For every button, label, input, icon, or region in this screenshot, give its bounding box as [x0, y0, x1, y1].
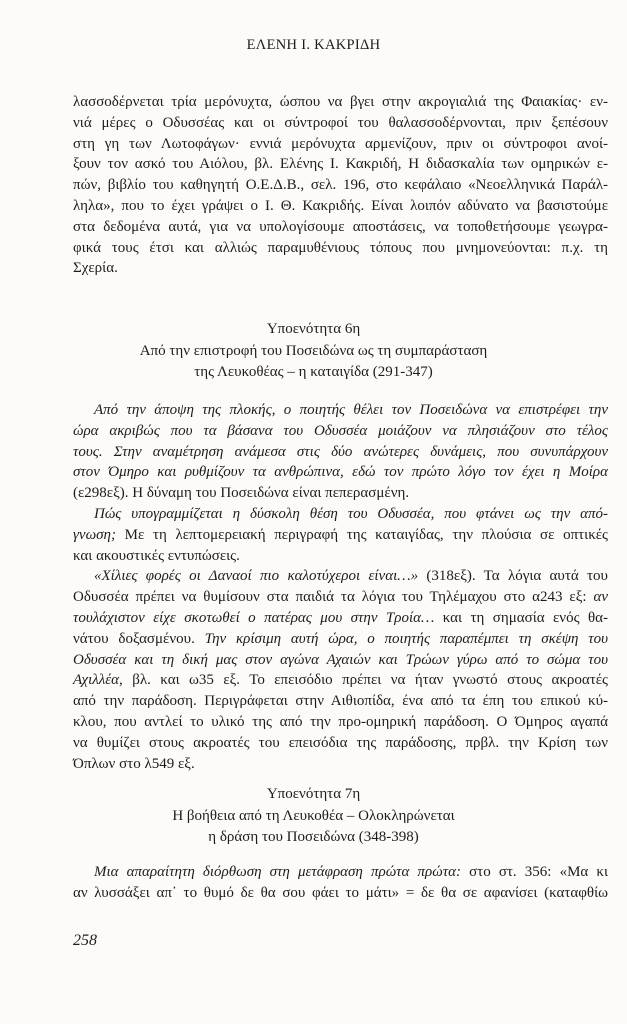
text-line [73, 462, 608, 483]
regular-text: (318εξ). Τα λόγια αυτά του [418, 568, 608, 585]
text-block [73, 400, 608, 774]
regular-text: ληλα», που το έχει γράψει ο Ι. Θ. Κακριδής. Είναι λοιπόν αδύνατο να βασιστούμε [73, 197, 608, 214]
text-line [73, 587, 608, 608]
page-number: 258 [73, 932, 97, 949]
text-line [73, 691, 608, 712]
italic-text: γνωση; [73, 526, 116, 543]
text-line [73, 217, 608, 238]
italic-text: Την κρίσιμη αυτή ώρα, ο ποιητής παραπέμπει τη σκέψη του [204, 630, 608, 647]
text-line [73, 154, 608, 175]
regular-text: νάτου δοξασμένου. [73, 630, 205, 647]
subsection-number: Υποενότητα 7η [266, 786, 361, 802]
italic-text: τους. Στην αναμέτρηση ανάμεσα στις δύο ανώτερες δυνάμεις, που συνυπάρχουν [73, 443, 608, 460]
subsection-title-line: της Λευκοθέας – η καταιγίδα (291-347) [194, 364, 433, 380]
text-line [73, 712, 608, 733]
text-line [73, 113, 608, 134]
italic-text: Οδυσσέα και τη δική μας στον αγώνα Αχαιών και Τρώων γύρω από το σώμα του [73, 651, 608, 668]
regular-text: κλου, που αντλεί το υλικό της από την προ-ομηρική παράδοση. Ο Όμηρος αγαπά [73, 713, 608, 730]
text-line [73, 504, 608, 525]
text-line [73, 258, 608, 279]
paragraph [73, 504, 608, 566]
text-line [73, 670, 608, 691]
regular-text: (ε298εξ). Η δύναμη του Ποσειδώνα είναι πεπερασμένη. [73, 485, 410, 502]
subsection-title-line: η δράση του Ποσειδώνα (348-398) [208, 829, 419, 845]
text-line [73, 883, 608, 904]
text-line [73, 608, 608, 629]
text-line [73, 421, 608, 442]
regular-text: Οδυσσέα πρέπει να θυμίσουν στα παιδιά τα λόγια του Τηλέμαχου στο α243 εξ: [73, 589, 594, 606]
text-line [73, 238, 608, 259]
text-line [73, 442, 608, 463]
text-line [73, 629, 608, 650]
regular-text: φικά τους έτσι και αλλιώς παραμυθένιους τόπους που μνημονεύονται: π.χ. τη [73, 239, 608, 256]
text-line [73, 566, 608, 587]
italic-text: τουλάχιστον είχε σκοτωθεί ο πατέρας μου στην Τροία… [73, 609, 435, 626]
italic-text: ώρα ακριβώς που τα βάσανα του Οδυσσέα μοιάζουν να πλησιάζουν στο τέλος [73, 422, 608, 439]
text-block [73, 92, 608, 279]
regular-text: , βλ. και ω35 εξ. Το επεισόδιο πρέπει να ήταν γνωστό στους ακροατές [119, 672, 608, 689]
regular-text: Σχερία. [73, 260, 118, 277]
text-line [73, 400, 608, 421]
regular-text: στο στ. 356: «Μα κι [460, 864, 609, 880]
regular-text: στη γη των Λωτοφάγων· εννιά μερόνυχτα αρμενίζουν, πριν οι σύντροφοι ανοί- [73, 135, 608, 152]
paragraph [73, 400, 608, 504]
paragraph [73, 862, 608, 904]
italic-text: στον Όμηρο και ρυθμίζουν τα ανθρώπινα, εδώ τον πρώτο λόγο τον έχει η Μοίρα [73, 464, 608, 481]
text-line [73, 546, 608, 567]
text-line [73, 650, 608, 671]
subsection-title-line: Από την επιστροφή του Ποσειδώνα ως τη συμπαράσταση [139, 342, 488, 359]
running-head: ΕΛΕΝΗ Ι. ΚΑΚΡΙΔΗ [246, 37, 381, 53]
text-line [73, 483, 608, 504]
regular-text: ξουν τον ασκό του Αιόλου, βλ. Ελένης Ι. Κακριδή, Η διδασκαλία των ομηρικών ε- [73, 156, 608, 173]
section-heading [0, 784, 627, 849]
text-block [73, 862, 608, 904]
paragraph [73, 566, 608, 774]
text-line [73, 175, 608, 196]
regular-text: και ακουστικές εντυπώσεις. [73, 547, 240, 564]
text-line [73, 196, 608, 217]
regular-text: από την παράδοση. Περιγράφεται στην Αιθιοπίδα, ένα από τα έπη του επικού κύ- [73, 693, 608, 710]
subsection-number: Υποενότητα 6η [266, 321, 361, 337]
italic-text: Πώς υπογραμμίζεται η δύσκολη θέση του Οδυσσέα, που φτάνει ως την από- [94, 505, 608, 522]
regular-text: πών, βιβλίο του καθηγητή Ο.Ε.Δ.Β., σελ. 196, στο κεφάλαιο «Νεοελληνικά Παράλ- [73, 177, 608, 194]
regular-text: Όπλων στο λ549 εξ. [73, 755, 195, 772]
italic-text: Μια απαραίτητη διόρθωση στη μετάφραση πρώτα πρώτα: [94, 864, 461, 880]
section-heading [0, 319, 627, 384]
regular-text: αν λυσσάξει απ᾽ το θυμό δε θα σου φάει το μάτι» = δε θα σε αφανίσει (καταφθίω [73, 884, 608, 901]
regular-text: στα δεδομένα αυτά, για να υπολογίσουμε αποστάσεις, να τοποθετήσουμε γεωγρα- [73, 218, 608, 235]
italic-text: αν [593, 589, 608, 606]
regular-text: νιά μέρες ο Οδυσσέας και οι σύντροφοί του θαλασσοδέρνονται, πριν ξεπέσουν [73, 114, 608, 131]
regular-text: Με τη λεπτομερειακή περιγραφή της καταιγίδας, την πλούσια σε οπτικές [116, 526, 608, 543]
regular-text: και τη σημασία ενός θα- [434, 609, 608, 626]
text-line [73, 92, 608, 113]
text-line [73, 733, 608, 754]
italic-text: Από την άποψη της πλοκής, ο ποιητής θέλει τον Ποσειδώνα να επιστρέφει την [94, 402, 608, 418]
regular-text: να θυμίζει στους ακροατές του επεισόδια της παράδοσης, πρβλ. την Κρίση των [73, 734, 608, 751]
subsection-title-line: Η βοήθεια από τη Λευκοθέα – Ολοκληρώνεται [172, 807, 455, 824]
text-line [73, 525, 608, 546]
regular-text: λασσοδέρνεται τρία μερόνυχτα, ώσπου να βγει στην ακρογιαλιά της Φαιακίας· εν- [73, 94, 608, 110]
paragraph [73, 92, 608, 279]
text-line [73, 862, 608, 883]
text-line [73, 134, 608, 155]
italic-text: «Χίλιες φορές οι Δαναοί πιο καλοτύχεροι είναι…» [94, 568, 419, 585]
italic-text: Αχιλλέα [73, 672, 120, 689]
text-line [73, 754, 608, 775]
